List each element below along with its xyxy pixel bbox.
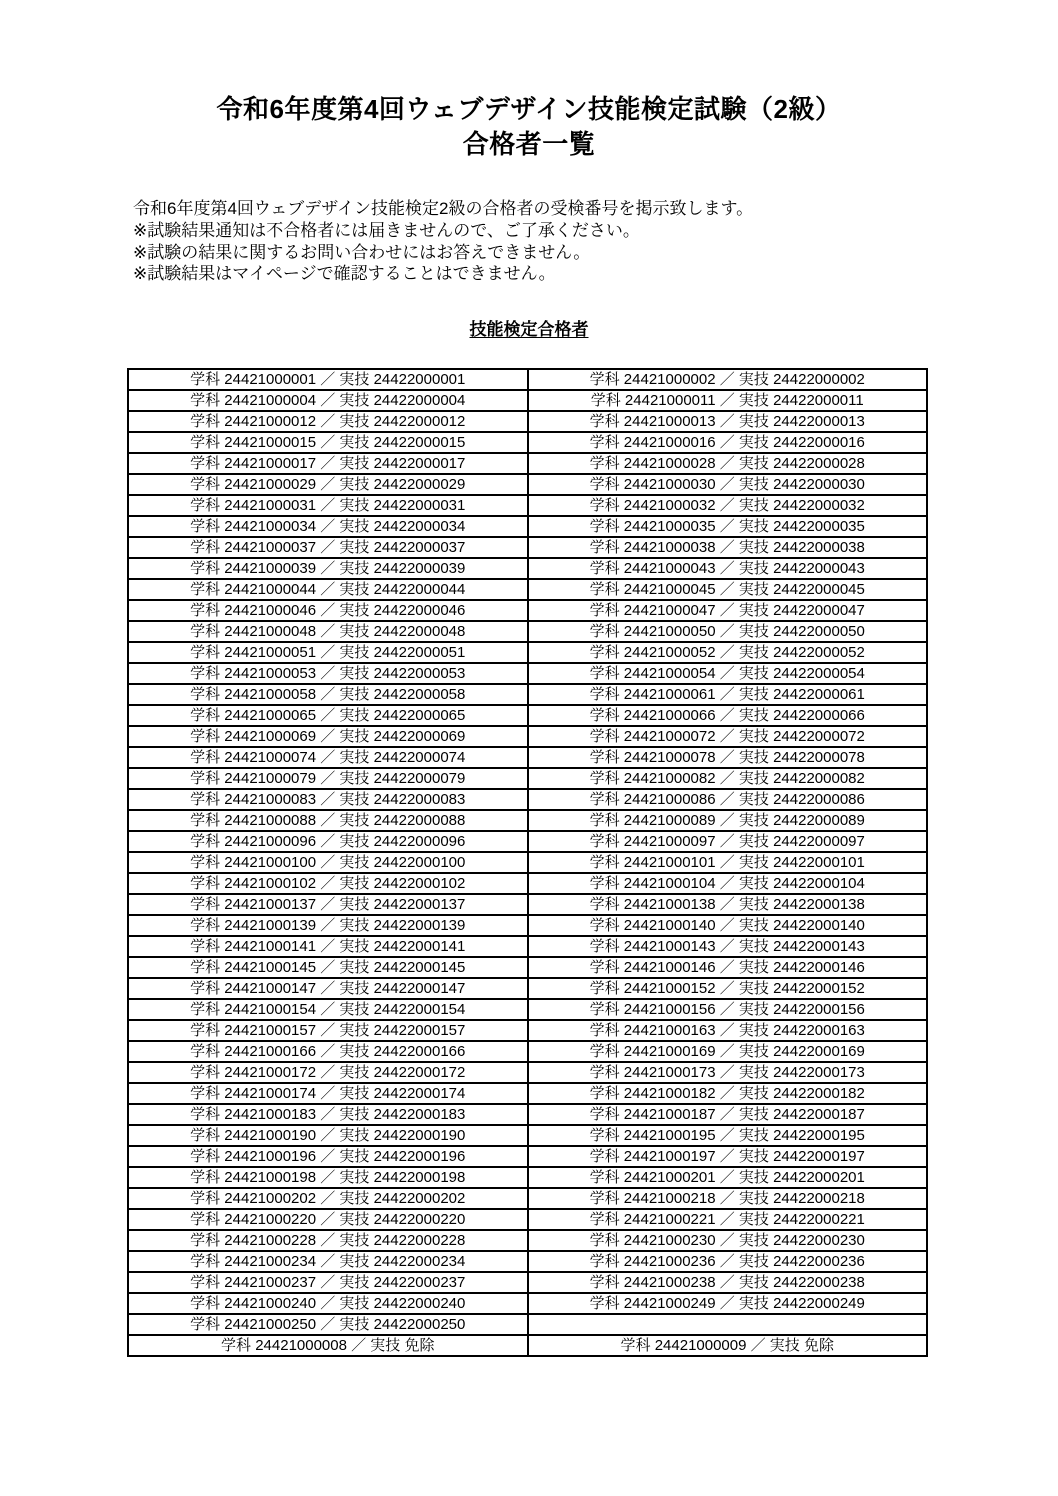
result-cell: 学科 24421000240 ／ 実技 24422000240 [128,1293,528,1314]
result-cell: 学科 24421000196 ／ 実技 24422000196 [128,1146,528,1167]
result-cell: 学科 24421000157 ／ 実技 24422000157 [128,1020,528,1041]
result-cell: 学科 24421000079 ／ 実技 24422000079 [128,768,528,789]
result-cell: 学科 24421000221 ／ 実技 24422000221 [528,1209,928,1230]
result-cell: 学科 24421000172 ／ 実技 24422000172 [128,1062,528,1083]
result-cell: 学科 24421000163 ／ 実技 24422000163 [528,1020,928,1041]
result-cell: 学科 24421000069 ／ 実技 24422000069 [128,726,528,747]
table-row [128,1314,927,1335]
result-cell: 学科 24421000052 ／ 実技 24422000052 [528,642,928,663]
result-cell: 学科 24421000078 ／ 実技 24422000078 [528,747,928,768]
table-row [128,684,927,705]
result-cell: 学科 24421000140 ／ 実技 24422000140 [528,915,928,936]
table-row [128,1293,927,1314]
intro-notes [133,198,1058,285]
result-cell: 学科 24421000195 ／ 実技 24422000195 [528,1125,928,1146]
intro-line-announcement: 令和6年度第4回ウェブデザイン技能検定2級の合格者の受検番号を掲示致します。 [133,199,754,219]
table-row [128,999,927,1020]
result-cell: 学科 24421000236 ／ 実技 24422000236 [528,1251,928,1272]
result-cell: 学科 24421000008 ／ 実技 免除 [128,1335,528,1356]
table-row [128,369,927,390]
section-heading: 技能検定合格者 [469,320,589,340]
result-cell: 学科 24421000234 ／ 実技 24422000234 [128,1251,528,1272]
result-cell: 学科 24421000058 ／ 実技 24422000058 [128,684,528,705]
result-cell: 学科 24421000169 ／ 実技 24422000169 [528,1041,928,1062]
result-cell: 学科 24421000035 ／ 実技 24422000035 [528,516,928,537]
result-cell: 学科 24421000097 ／ 実技 24422000097 [528,831,928,852]
intro-line-note-3: ※試験結果はマイページで確認することはできません。 [133,264,556,284]
table-row [128,474,927,495]
result-cell: 学科 24421000096 ／ 実技 24422000096 [128,831,528,852]
result-cell: 学科 24421000083 ／ 実技 24422000083 [128,789,528,810]
table-row [128,1188,927,1209]
table-row [128,1167,927,1188]
result-cell: 学科 24421000009 ／ 実技 免除 [528,1335,928,1356]
table-row [128,1062,927,1083]
result-cell: 学科 24421000004 ／ 実技 24422000004 [128,390,528,411]
results-table [127,368,928,1357]
result-cell: 学科 24421000152 ／ 実技 24422000152 [528,978,928,999]
result-cell: 学科 24421000065 ／ 実技 24422000065 [128,705,528,726]
table-row [128,810,927,831]
result-cell: 学科 24421000029 ／ 実技 24422000029 [128,474,528,495]
result-cell: 学科 24421000145 ／ 実技 24422000145 [128,957,528,978]
result-cell: 学科 24421000174 ／ 実技 24422000174 [128,1083,528,1104]
result-cell: 学科 24421000146 ／ 実技 24422000146 [528,957,928,978]
result-cell: 学科 24421000082 ／ 実技 24422000082 [528,768,928,789]
result-cell: 学科 24421000074 ／ 実技 24422000074 [128,747,528,768]
result-cell: 学科 24421000038 ／ 実技 24422000038 [528,537,928,558]
result-cell [528,1314,928,1335]
table-row [128,663,927,684]
table-row [128,1335,927,1356]
table-row [128,978,927,999]
result-cell: 学科 24421000147 ／ 実技 24422000147 [128,978,528,999]
table-row [128,495,927,516]
result-cell: 学科 24421000054 ／ 実技 24422000054 [528,663,928,684]
result-cell: 学科 24421000201 ／ 実技 24422000201 [528,1167,928,1188]
result-cell: 学科 24421000086 ／ 実技 24422000086 [528,789,928,810]
table-row [128,1272,927,1293]
page-title-line-1: 令和6年度第4回ウェブデザイン技能検定試験（2級） [216,94,842,124]
table-row [128,1230,927,1251]
result-cell: 学科 24421000047 ／ 実技 24422000047 [528,600,928,621]
result-cell: 学科 24421000182 ／ 実技 24422000182 [528,1083,928,1104]
result-cell: 学科 24421000249 ／ 実技 24422000249 [528,1293,928,1314]
table-row [128,432,927,453]
result-cell: 学科 24421000218 ／ 実技 24422000218 [528,1188,928,1209]
result-cell: 学科 24421000230 ／ 実技 24422000230 [528,1230,928,1251]
result-cell: 学科 24421000101 ／ 実技 24422000101 [528,852,928,873]
result-cell: 学科 24421000017 ／ 実技 24422000017 [128,453,528,474]
table-row [128,600,927,621]
result-cell: 学科 24421000166 ／ 実技 24422000166 [128,1041,528,1062]
result-cell: 学科 24421000202 ／ 実技 24422000202 [128,1188,528,1209]
result-cell: 学科 24421000034 ／ 実技 24422000034 [128,516,528,537]
result-cell: 学科 24421000043 ／ 実技 24422000043 [528,558,928,579]
table-row [128,1146,927,1167]
result-cell: 学科 24421000238 ／ 実技 24422000238 [528,1272,928,1293]
result-cell: 学科 24421000156 ／ 実技 24422000156 [528,999,928,1020]
result-cell: 学科 24421000002 ／ 実技 24422000002 [528,369,928,390]
result-cell: 学科 24421000237 ／ 実技 24422000237 [128,1272,528,1293]
result-cell: 学科 24421000053 ／ 実技 24422000053 [128,663,528,684]
result-cell: 学科 24421000173 ／ 実技 24422000173 [528,1062,928,1083]
table-row [128,642,927,663]
result-cell: 学科 24421000139 ／ 実技 24422000139 [128,915,528,936]
result-cell: 学科 24421000001 ／ 実技 24422000001 [128,369,528,390]
result-cell: 学科 24421000072 ／ 実技 24422000072 [528,726,928,747]
table-row [128,1209,927,1230]
table-row [128,411,927,432]
table-row [128,852,927,873]
table-row [128,1041,927,1062]
result-cell: 学科 24421000183 ／ 実技 24422000183 [128,1104,528,1125]
table-row [128,873,927,894]
table-row [128,705,927,726]
table-row [128,936,927,957]
result-cell: 学科 24421000100 ／ 実技 24422000100 [128,852,528,873]
table-row [128,915,927,936]
page-title [0,0,1058,162]
result-cell: 学科 24421000089 ／ 実技 24422000089 [528,810,928,831]
result-cell: 学科 24421000016 ／ 実技 24422000016 [528,432,928,453]
table-row [128,558,927,579]
result-cell: 学科 24421000012 ／ 実技 24422000012 [128,411,528,432]
result-cell: 学科 24421000037 ／ 実技 24422000037 [128,537,528,558]
table-row [128,621,927,642]
result-cell: 学科 24421000197 ／ 実技 24422000197 [528,1146,928,1167]
page-title-line-2: 合格者一覧 [462,129,596,160]
result-cell: 学科 24421000190 ／ 実技 24422000190 [128,1125,528,1146]
result-cell: 学科 24421000048 ／ 実技 24422000048 [128,621,528,642]
result-cell: 学科 24421000046 ／ 実技 24422000046 [128,600,528,621]
result-cell: 学科 24421000061 ／ 実技 24422000061 [528,684,928,705]
table-row [128,453,927,474]
results-table-body [128,369,927,1356]
table-row [128,726,927,747]
result-cell: 学科 24421000032 ／ 実技 24422000032 [528,495,928,516]
table-row [128,1251,927,1272]
result-cell: 学科 24421000051 ／ 実技 24422000051 [128,642,528,663]
table-row [128,1125,927,1146]
intro-line-note-1: ※試験結果通知は不合格者には届きませんので、ご了承ください。 [133,220,640,240]
result-cell: 学科 24421000220 ／ 実技 24422000220 [128,1209,528,1230]
table-row [128,579,927,600]
result-cell: 学科 24421000250 ／ 実技 24422000250 [128,1314,528,1335]
table-row [128,789,927,810]
result-cell: 学科 24421000011 ／ 実技 24422000011 [528,390,928,411]
result-cell: 学科 24421000187 ／ 実技 24422000187 [528,1104,928,1125]
table-row [128,1083,927,1104]
result-cell: 学科 24421000141 ／ 実技 24422000141 [128,936,528,957]
table-row [128,516,927,537]
result-cell: 学科 24421000137 ／ 実技 24422000137 [128,894,528,915]
table-row [128,831,927,852]
table-row [128,768,927,789]
result-cell: 学科 24421000198 ／ 実技 24422000198 [128,1167,528,1188]
result-cell: 学科 24421000104 ／ 実技 24422000104 [528,873,928,894]
table-row [128,390,927,411]
table-row [128,1104,927,1125]
result-cell: 学科 24421000030 ／ 実技 24422000030 [528,474,928,495]
result-cell: 学科 24421000031 ／ 実技 24422000031 [128,495,528,516]
result-cell: 学科 24421000039 ／ 実技 24422000039 [128,558,528,579]
table-row [128,747,927,768]
result-cell: 学科 24421000028 ／ 実技 24422000028 [528,453,928,474]
result-cell: 学科 24421000102 ／ 実技 24422000102 [128,873,528,894]
result-cell: 学科 24421000050 ／ 実技 24422000050 [528,621,928,642]
intro-line-note-2: ※試験の結果に関するお問い合わせにはお答えできません。 [133,242,591,262]
result-cell: 学科 24421000066 ／ 実技 24422000066 [528,705,928,726]
result-cell: 学科 24421000154 ／ 実技 24422000154 [128,999,528,1020]
result-cell: 学科 24421000013 ／ 実技 24422000013 [528,411,928,432]
result-cell: 学科 24421000045 ／ 実技 24422000045 [528,579,928,600]
result-cell: 学科 24421000015 ／ 実技 24422000015 [128,432,528,453]
result-cell: 学科 24421000138 ／ 実技 24422000138 [528,894,928,915]
table-row [128,894,927,915]
result-cell: 学科 24421000088 ／ 実技 24422000088 [128,810,528,831]
result-cell: 学科 24421000228 ／ 実技 24422000228 [128,1230,528,1251]
result-cell: 学科 24421000044 ／ 実技 24422000044 [128,579,528,600]
table-row [128,1020,927,1041]
table-row [128,957,927,978]
table-row [128,537,927,558]
result-cell: 学科 24421000143 ／ 実技 24422000143 [528,936,928,957]
